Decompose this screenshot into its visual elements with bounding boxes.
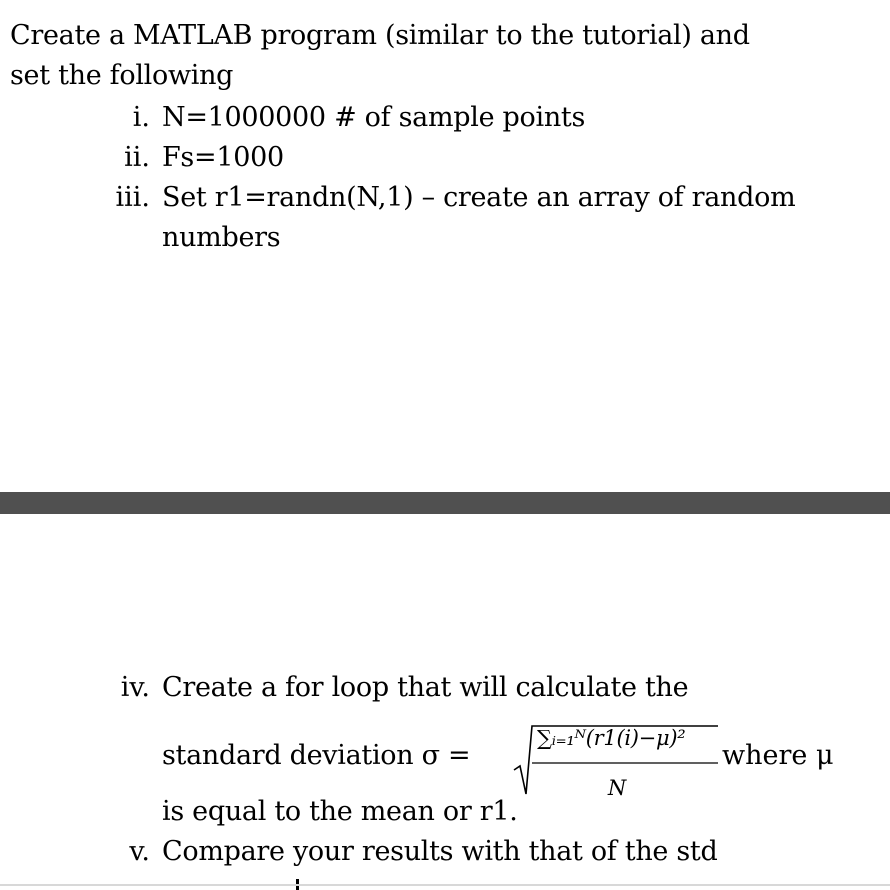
page-divider — [0, 492, 890, 514]
item-number-iii: iii. — [115, 182, 150, 213]
formula-denominator: N — [607, 776, 627, 800]
item-number-ii: ii. — [124, 142, 150, 173]
item-text-iii-line-2: numbers — [162, 222, 281, 253]
intro-line-1: Create a MATLAB program (similar to the tutorial) and — [10, 20, 750, 51]
formula-where-text: where μ — [722, 740, 834, 771]
intro-line-2: set the following — [10, 60, 234, 91]
item-number-iv: iv. — [120, 672, 150, 703]
item-text-iv-line-3: is equal to the mean or r1. — [162, 796, 518, 827]
item-text-v: Compare your results with that of the std — [162, 836, 718, 867]
item-text-ii: Fs=1000 — [162, 142, 284, 173]
item-number-i: i. — [132, 102, 150, 133]
std-deviation-formula — [512, 722, 722, 800]
document-page-bottom — [0, 514, 890, 890]
item-text-iii-line-1: Set r1=randn(N,1) – create an array of random — [162, 182, 796, 213]
item-text-iv-line-1: Create a for loop that will calculate the — [162, 672, 689, 703]
item-number-v: v. — [129, 836, 150, 867]
bottom-edge-line — [0, 884, 890, 886]
formula-numerator: ∑ᵢ₌₁ᴺ(r1(i)−μ)² — [537, 726, 686, 750]
item-text-iv-line-2: standard deviation σ = — [162, 740, 471, 771]
item-text-i: N=1000000 # of sample points — [162, 102, 586, 133]
